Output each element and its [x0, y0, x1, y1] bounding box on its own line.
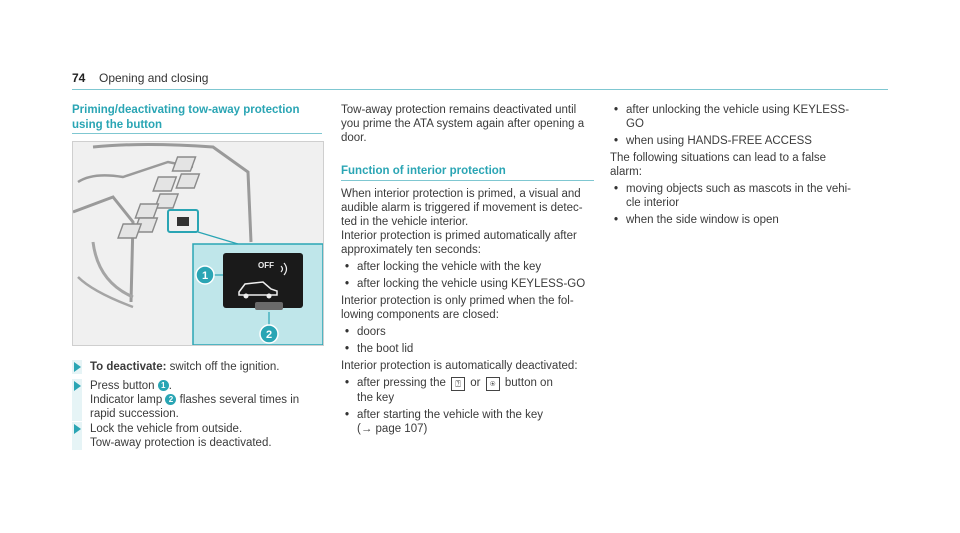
step-bar	[72, 422, 82, 450]
list-item	[341, 376, 596, 405]
step-deactivate	[72, 360, 322, 374]
list-item: • doors	[341, 325, 596, 339]
section-title-tow-away	[72, 103, 332, 133]
no-alarm-list	[610, 103, 865, 148]
deactivation-list	[341, 376, 596, 436]
text-line: you prime the ATA system again after opening a	[341, 118, 585, 130]
list-item: • the boot lid	[341, 342, 596, 356]
text-part: the key	[357, 392, 395, 404]
text-part: cle interior	[626, 197, 680, 209]
section-rule	[72, 133, 322, 134]
text-part: button on	[501, 377, 553, 389]
list-item: • when using HANDS-FREE ACCESS	[610, 134, 865, 148]
intro-paragraph	[341, 103, 596, 145]
overhead-control-panel-figure	[72, 141, 324, 346]
callout-badge-1: 1	[158, 380, 169, 391]
step-text-part: Indicator lamp	[90, 394, 166, 406]
closed-components-list	[341, 325, 596, 356]
text-part: or	[467, 377, 484, 389]
text-line: approximately ten seconds:	[341, 244, 481, 256]
step-bold-label: To deactivate:	[90, 361, 167, 373]
priming-conditions-list	[341, 260, 596, 291]
list-item: • when the side window is open	[610, 213, 865, 227]
text-part: after pressing the	[357, 377, 450, 389]
text-part: • moving objects such as mascots in the vehi-	[626, 183, 851, 195]
callout-badge-2: 2	[165, 394, 176, 405]
text-line: lowing components are closed:	[341, 309, 499, 321]
column-3-text	[610, 103, 865, 227]
step-text-part: rapid succession.	[90, 408, 179, 420]
text-part: • after starting the vehicle with the key	[357, 409, 544, 421]
off-label: OFF	[258, 261, 274, 270]
header-rule	[72, 89, 888, 90]
step-bar	[72, 360, 82, 374]
section-title-line: Priming/deactivating tow-away protection	[72, 104, 300, 116]
text-part: GO	[626, 118, 644, 130]
page-reference-link[interactable]: (→ page 107)	[357, 423, 428, 435]
arrow-step-icon	[74, 424, 81, 434]
step-text-part: Press button	[90, 380, 158, 392]
step-text-part: Lock the vehicle from outside.	[90, 423, 243, 435]
arrow-step-icon	[74, 381, 81, 391]
step-text	[90, 422, 322, 450]
lock-key-icon: ⍰	[451, 377, 465, 391]
overhead-panel-illustration	[73, 142, 323, 345]
list-item	[610, 182, 865, 210]
step-text-rest: switch off the ignition.	[166, 361, 280, 373]
list-item: • after locking the vehicle with the key	[341, 260, 596, 274]
text-line: Interior protection is automatically deactivated:	[341, 360, 578, 372]
interior-protection-text	[341, 187, 596, 436]
chapter-title: Opening and closing	[99, 71, 209, 85]
step-lock-vehicle	[72, 422, 322, 450]
text-line: audible alarm is triggered if movement is detec-	[341, 202, 583, 214]
step-text-part: Tow-away protection is deactivated.	[90, 437, 272, 449]
callout-2-label: 2	[265, 329, 273, 341]
section-title-interior-protection: Function of interior protection	[341, 165, 506, 177]
text-line: Interior protection is only primed when the fol-	[341, 295, 574, 307]
callout-1-label: 1	[201, 270, 209, 282]
list-item	[610, 103, 865, 131]
step-press-button	[72, 379, 322, 421]
text-line: door.	[341, 132, 367, 144]
text-line: Interior protection is primed automatically after	[341, 230, 577, 242]
step-bar	[72, 379, 82, 421]
page-number: 74	[72, 71, 86, 85]
text-line: alarm:	[610, 166, 642, 178]
list-item: • after locking the vehicle using KEYLESS-GO	[341, 277, 596, 291]
section-title-line: using the button	[72, 119, 163, 131]
callout-1	[196, 266, 214, 284]
step-text-part: flashes several times in	[176, 394, 300, 406]
arrow-step-icon	[74, 362, 81, 372]
text-line: ted in the vehicle interior.	[341, 216, 469, 228]
text-line: Tow-away protection remains deactivated until	[341, 104, 577, 116]
list-item	[341, 408, 596, 436]
text-line: The following situations can lead to a false	[610, 152, 827, 164]
callout-2	[260, 325, 278, 343]
text-part: • after unlocking the vehicle using KEYLESS-	[626, 104, 850, 116]
section-rule	[341, 180, 594, 181]
false-alarm-list	[610, 182, 865, 227]
unlock-key-icon: ⍟	[486, 377, 500, 391]
step-text	[90, 360, 322, 374]
step-text-part: .	[168, 380, 172, 392]
step-text	[90, 379, 322, 421]
text-line: When interior protection is primed, a visual and	[341, 188, 581, 200]
